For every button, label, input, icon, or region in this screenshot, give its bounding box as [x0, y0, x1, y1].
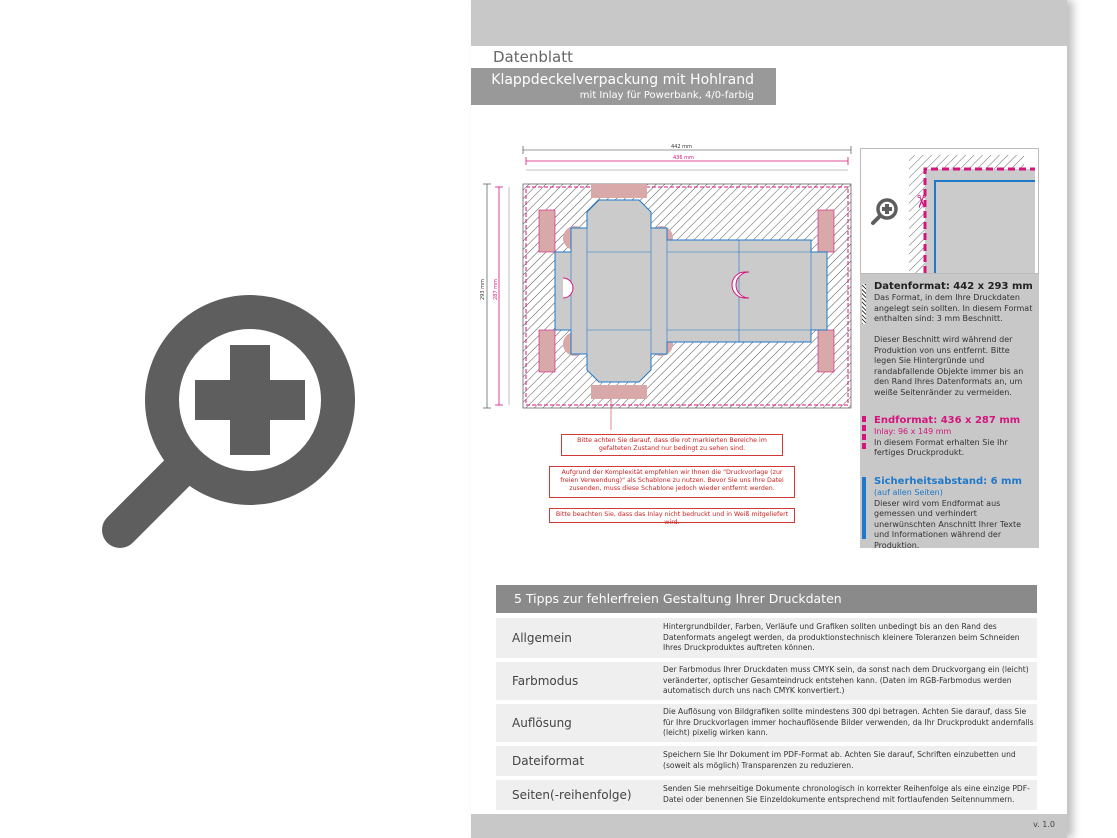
title-bar	[471, 68, 776, 105]
dim-inner-height: 287 mm	[493, 279, 499, 300]
scissors-icon: ✂	[910, 193, 932, 210]
dim-outer-height: 293 mm	[480, 279, 486, 300]
tip-label: Auflösung	[512, 716, 572, 730]
corner-detail	[860, 148, 1039, 274]
datenformat-info	[874, 280, 1034, 325]
tip-text: Der Farbmodus Ihrer Druckdaten muss CMYK sein, da sonst nach dem Druckvorgang ein (leicht) veränderter, optischer Gesamteindruck entstehen kann. (Daten im RGB-Farbmodus werden automatisch durch uns nach CMYK konvertiert.)	[663, 665, 1029, 696]
sicherheit-info	[874, 475, 1034, 551]
note-red-areas: Bitte achten Sie darauf, dass die rot markierten Bereiche im gefalteten Zustand nur bedingt zu sehen sind.	[561, 434, 783, 456]
footer-band	[471, 814, 1067, 838]
tip-text: Senden Sie mehrseitige Dokumente chronologisch in korrekter Reihenfolge als eine einzige PDF-Datei oder benennen Sie Einzeldokumente entsprechend mit fortlaufenden Seitennummern.	[663, 784, 1030, 804]
note-inlay: Bitte beachten Sie, dass das Inlay nicht bedruckt und in Weiß mitgeliefert wird.	[549, 508, 795, 523]
doc-title: Klappdeckelverpackung mit Hohlrand	[491, 72, 754, 88]
datenformat-title: Datenformat: 442 x 293 mm	[874, 281, 1033, 292]
note-template: Aufgrund der Komplexität empfehlen wir Ihnen die "Druckvorlage (zur freien Verwendung)" als Schablone zu nutzen. Bevor Sie uns Ihre Datei zusenden, muss diese Schablone jedoch wieder entfernt werden.	[549, 466, 795, 498]
doc-subtitle: mit Inlay für Powerbank, 4/0-farbig	[579, 90, 754, 101]
sicherheit-text: Dieser wird vom Endformat aus gemessen und verhindert unerwünschten Anschnitt Ihrer Texte und Informationen während der Produktion.	[874, 498, 1022, 550]
tip-text: Speichern Sie Ihr Dokument im PDF-Format ab. Achten Sie darauf, Schriften einzubetten und (soweit als möglich) Transparenzen zu reduzieren.	[663, 750, 1016, 770]
tip-label: Farbmodus	[512, 674, 579, 688]
tip-row-seiten	[496, 780, 1037, 810]
dim-outer-width: 442 mm	[671, 144, 692, 150]
dieline-drawing	[471, 140, 856, 430]
endformat-text: In diesem Format erhalten Sie Ihr fertiges Druckprodukt.	[874, 437, 1008, 457]
endformat-inlay: Inlay: 96 x 149 mm	[874, 427, 952, 436]
tip-row-allgemein	[496, 618, 1037, 658]
tip-row-farbmodus	[496, 662, 1037, 700]
sicherheit-title: Sicherheitsabstand: 6 mm	[874, 476, 1022, 487]
format-info-panel	[860, 148, 1039, 548]
datenformat-text: Das Format, in dem Ihre Druckdaten angelegt sein sollten. In diesem Format enthalten sind: 3 mm Beschnitt.	[874, 293, 1033, 323]
beschnitt-info: Dieser Beschnitt wird während der Produktion von uns entfernt. Bitte legen Sie Hintergründe und randabfallende Objekte immer bis an den Rand Ihres Datenformats an, um weiße Seitenränder zu vermeiden.	[874, 335, 1024, 397]
tip-row-dateiformat	[496, 746, 1037, 776]
sicherheit-sub: (auf allen Seiten)	[874, 488, 943, 497]
tip-label: Seiten(-reihenfolge)	[512, 788, 632, 802]
endformat-info	[874, 414, 1034, 459]
header-band	[471, 0, 1067, 46]
tip-label: Dateiformat	[512, 754, 585, 768]
version-label: v. 1.0	[1033, 820, 1055, 829]
tip-row-aufloesung	[496, 704, 1037, 742]
tip-label: Allgemein	[512, 631, 572, 645]
tips-header: 5 Tipps zur fehlerfreien Gestaltung Ihrer Druckdaten	[496, 585, 1037, 613]
tip-text: Hintergrundbilder, Farben, Verläufe und Grafiken sollten unbedingt bis an den Rand des Datenformats angelegt werden, da produktionstechnisch kleinere Toleranzen beim Schneiden Ihres Druckproduktes auftreten können.	[663, 622, 1020, 653]
tip-text: Die Auflösung von Bildgrafiken sollte mindestens 300 dpi betragen. Achten Sie darauf, dass Sie für Ihre Druckvorlagen immer hochauflösende Bilder verwenden, da Ihr Druckprodukt andernfalls (leicht) pixelig wirken kann.	[663, 707, 1034, 738]
dim-inner-width: 436 mm	[673, 155, 694, 161]
datasheet-page	[471, 0, 1067, 838]
doc-badge: Datenblatt	[471, 46, 591, 68]
endformat-title: Endformat: 436 x 287 mm	[874, 415, 1021, 426]
zoom-in-icon[interactable]	[100, 290, 360, 550]
